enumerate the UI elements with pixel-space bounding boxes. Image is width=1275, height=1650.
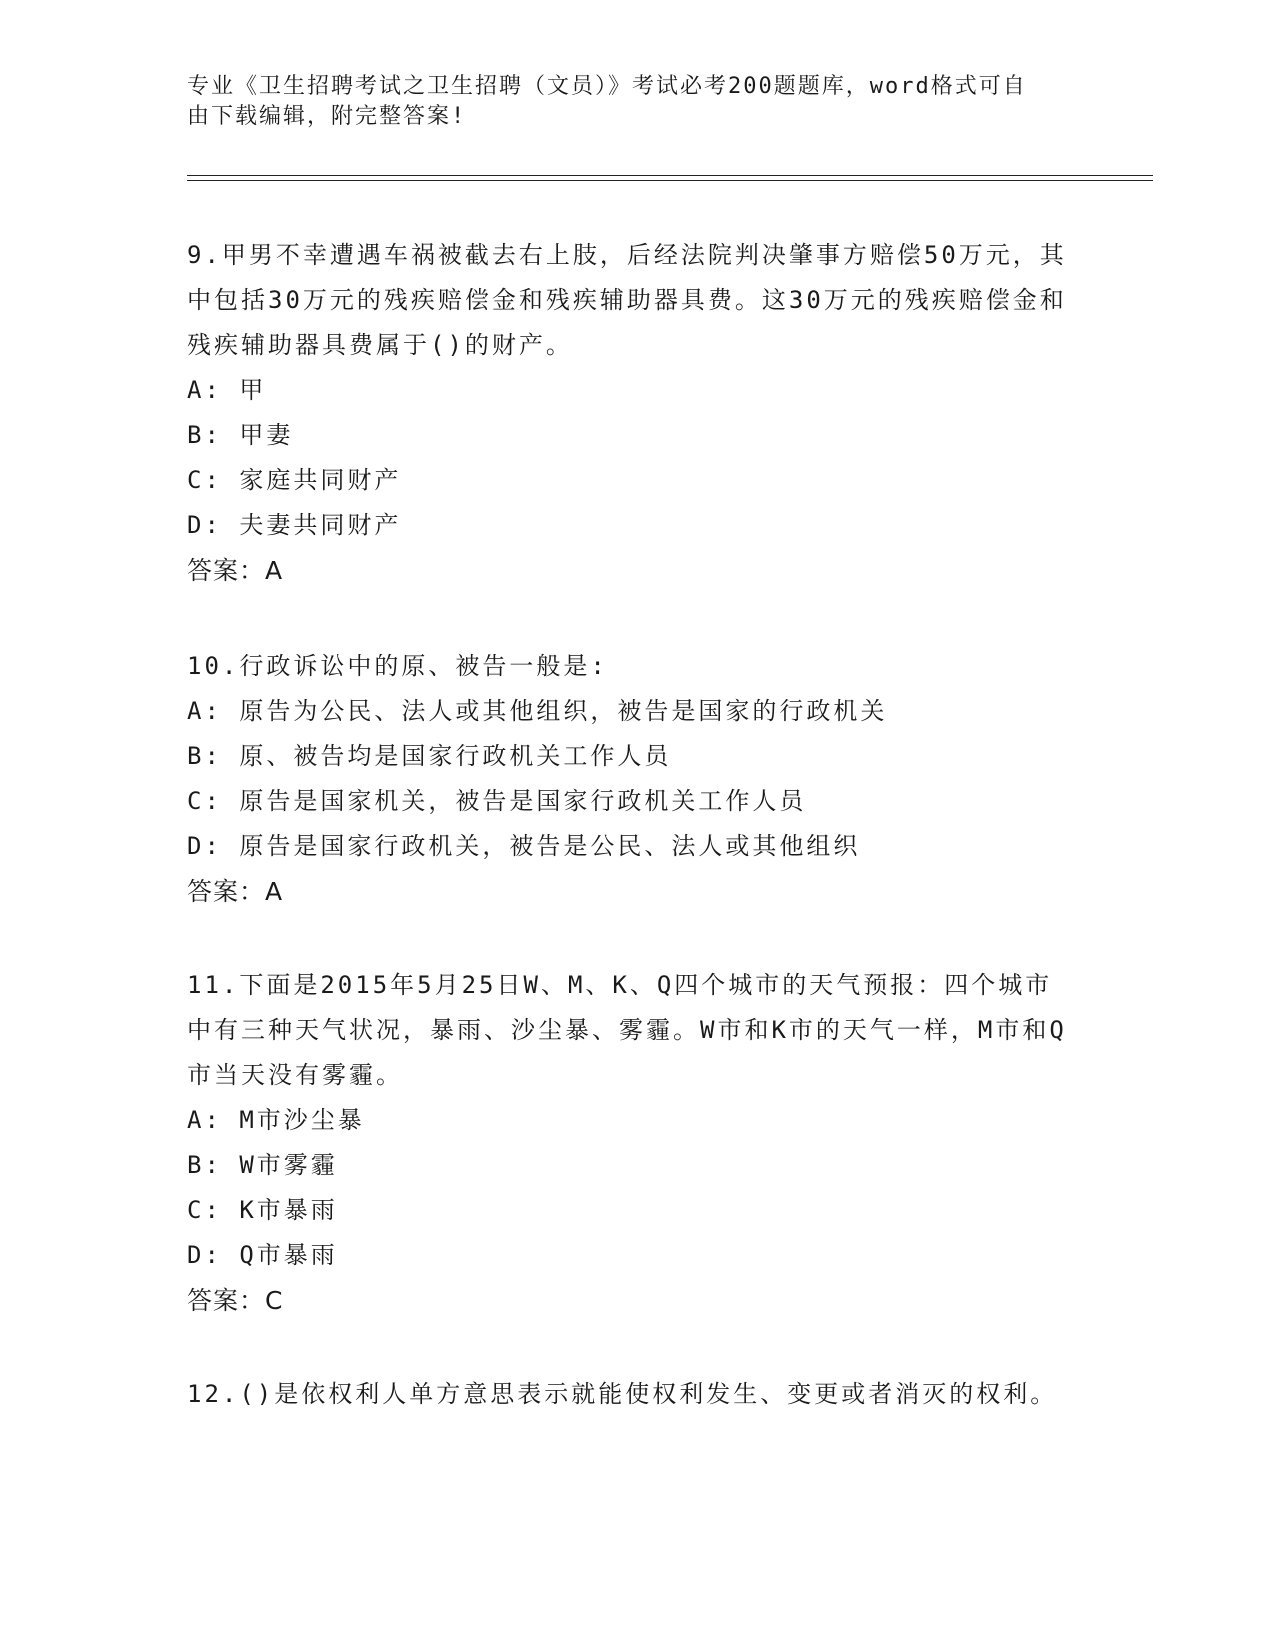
- question-9: [187, 233, 1067, 593]
- question-10: [187, 644, 1067, 914]
- option-d: D: 原告是国家行政机关，被告是公民、法人或其他组织: [187, 832, 861, 860]
- document-header: 专业《卫生招聘考试之卫生招聘（文员）》考试必考200题题库，word格式可自由下载编辑，附完整答案!: [187, 74, 1027, 129]
- option-d: D: Q市暴雨: [187, 1241, 338, 1269]
- option-c: C: 家庭共同财产: [187, 466, 402, 494]
- answer-line: 答案：C: [187, 1286, 284, 1315]
- option-b: B: 原、被告均是国家行政机关工作人员: [187, 742, 672, 770]
- question-12: [187, 1372, 1067, 1417]
- header-divider-top: [187, 175, 1153, 176]
- header-divider-bottom: [187, 180, 1153, 181]
- option-a: A: 原告为公民、法人或其他组织，被告是国家的行政机关: [187, 697, 888, 725]
- option-b: B: W市雾霾: [187, 1151, 338, 1179]
- question-stem: 11.下面是2015年5月25日W、M、K、Q四个城市的天气预报：四个城市中有三种天气状况，暴雨、沙尘暴、雾霾。W市和K市的天气一样，M市和Q市当天没有雾霾。: [187, 971, 1067, 1089]
- question-stem: 9.甲男不幸遭遇车祸被截去右上肢，后经法院判决肇事方赔偿50万元，其中包括30万元的残疾赔偿金和残疾辅助器具费。这30万元的残疾赔偿金和残疾辅助器具费属于()的财产。: [187, 241, 1067, 359]
- option-a: A: M市沙尘暴: [187, 1106, 365, 1134]
- option-c: C: K市暴雨: [187, 1196, 338, 1224]
- option-d: D: 夫妻共同财产: [187, 511, 402, 539]
- question-11: [187, 963, 1067, 1323]
- question-stem: 12.()是依权利人单方意思表示就能使权利发生、变更或者消灭的权利。: [187, 1380, 1058, 1408]
- option-c: C: 原告是国家机关，被告是国家行政机关工作人员: [187, 787, 807, 815]
- option-a: A: 甲: [187, 376, 267, 404]
- question-stem: 10.行政诉讼中的原、被告一般是:: [187, 652, 608, 680]
- answer-line: 答案：A: [187, 556, 284, 585]
- option-b: B: 甲妻: [187, 421, 294, 449]
- answer-line: 答案：A: [187, 877, 284, 906]
